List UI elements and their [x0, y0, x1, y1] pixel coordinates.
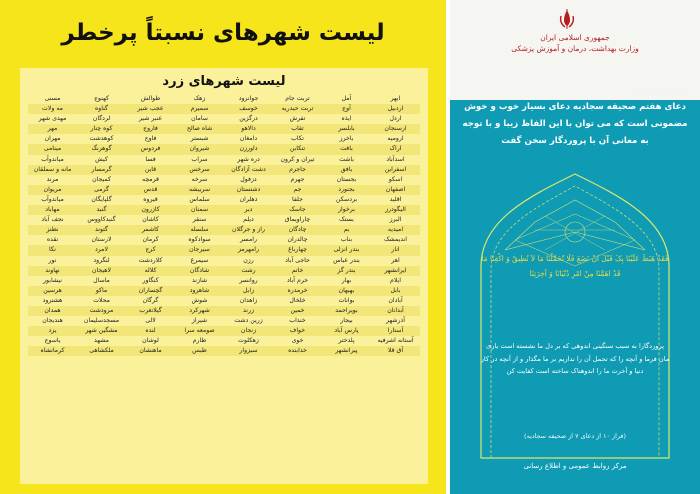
city-name: طارم	[192, 337, 207, 345]
city-name: سوادکوه	[188, 236, 211, 244]
city-name: گتوند	[77, 225, 126, 235]
city-name: سلماس	[189, 195, 210, 203]
arabic-verse: فَقَدْ هَبَطَ عَلَیْنَا بِکَ قَبْلَ انْ نَضَعَ فَلَا تُحَمِّلْنَا مَا لاَ نُطِیقُ وَ اکْفِنَا مَا قَدْ اهَمَّنَا مِنْ امْرِ دُنْیَانَا وَ آخِرَتِنَا	[481, 254, 669, 278]
city-name: سرخس	[175, 165, 224, 175]
city-name: سبزوار	[224, 346, 273, 356]
city-name: کلاله	[126, 266, 175, 276]
city-name: طوالش	[140, 95, 161, 102]
city-name: بیجار	[340, 317, 353, 325]
city-name: ارومیه	[387, 135, 404, 143]
city-name: همدان	[28, 306, 77, 316]
city-name: قاین	[126, 165, 175, 175]
city-name: سراب	[191, 155, 208, 163]
city-name: آستارا	[371, 326, 420, 336]
city-name: خلخال	[289, 296, 306, 304]
city-name: نور	[48, 256, 57, 264]
city-name: اسکو	[388, 175, 403, 183]
poster-title: لیست شهرهای نسبتاً پرخطر	[61, 20, 385, 46]
city-name: کرج	[126, 245, 175, 255]
city-name: فاوج	[144, 135, 157, 143]
city-name: زرند	[224, 306, 273, 316]
city-name: سلسله	[175, 225, 224, 235]
city-name: کاشمر	[126, 225, 175, 235]
city-name: مهدی شهر	[38, 115, 67, 123]
city-name: سمنان	[175, 205, 224, 215]
iran-emblem-icon	[556, 8, 578, 30]
city-name: اسفراین	[371, 165, 420, 175]
persian-translation: پروردگارا به سبب سنگینی اندوهی که بر دل ما نشسته است یاری مان فرما و آنچه را که تحمل آن را نداریم بر ما مگذار و از آنچه در کار دنیا و آخرت ما را اندوهناک ساخته است کفایت کن	[480, 342, 670, 375]
city-name: ماسال	[93, 276, 110, 284]
city-name: شوش	[191, 296, 208, 304]
city-name: سیمرغ	[190, 256, 209, 264]
city-name: بهار	[341, 276, 352, 284]
leader-quote: دعای هفتم صحیفه سجادیه دعای بسیار خوب و خوش مضمونی است که می توان با این الفاظ زیبا و با توجه به معانی آن با پروردگار سخن گفت	[462, 102, 688, 146]
city-name: تربت حیدریه	[273, 104, 322, 114]
ministry-line-1: جمهوری اسلامی ایران	[540, 33, 610, 42]
list-subtitle: لیست شهرهای زرد	[162, 74, 286, 89]
verse-source: (فراز ۱۰ از دعای ۷ از صحیفه سجادیه)	[524, 432, 626, 440]
city-name: مهاباد	[28, 205, 77, 215]
city-name: اصفهان	[371, 185, 420, 195]
city-name: خدابنده	[273, 346, 322, 356]
city-name: ایرانشهر	[371, 266, 420, 276]
city-name: شادگان	[175, 266, 224, 276]
city-name: مشگین شهر	[77, 326, 126, 336]
city-name: کوه چنار	[77, 124, 126, 134]
city-name: گنبد	[77, 205, 126, 215]
city-name: نجف آباد	[41, 216, 64, 224]
city-name: شیروان	[175, 144, 224, 154]
city-name: دشتستان	[224, 185, 273, 195]
city-name: بویراحمد	[322, 306, 371, 316]
city-name: فاروج	[126, 124, 175, 134]
city-name: تربت جام	[285, 95, 310, 102]
city-name: سامان	[191, 115, 208, 123]
city-name: آذرشهر	[386, 317, 405, 325]
city-name: صومعه سرا	[175, 326, 224, 336]
city-name: مینامی	[28, 144, 77, 154]
city-name: روانسر	[239, 276, 258, 284]
city-name: اهر	[391, 256, 400, 264]
city-name: رامهرمز	[224, 245, 273, 255]
city-name: گیلانغرب	[126, 306, 175, 316]
city-name: جلفا	[292, 195, 303, 203]
city-name: گلپایگان	[91, 195, 112, 203]
city-name: بندر عباس	[333, 256, 360, 264]
city-name: زنجان	[224, 326, 273, 336]
city-name: میاندوآب	[41, 155, 64, 163]
city-name: خاتم	[273, 266, 322, 276]
city-name: عنبر شیر	[138, 115, 163, 123]
city-name: تکاب	[291, 135, 304, 143]
city-name: خرم آباد	[286, 276, 309, 284]
city-name: هرسین	[28, 286, 77, 296]
city-name: عجب شیر	[126, 104, 175, 114]
city-name: انار	[371, 245, 420, 255]
city-name: بهبهان	[322, 286, 371, 296]
city-name: جوانرود	[238, 95, 259, 102]
city-name: برخوار	[322, 205, 371, 215]
city-name: بندر گز	[322, 266, 371, 276]
city-name: الیگودرز	[371, 205, 420, 215]
city-name: بابل	[371, 286, 420, 296]
city-name: چهارباغ	[273, 245, 322, 255]
city-name: خنداب	[289, 317, 306, 325]
city-name: لارستان	[91, 236, 112, 244]
city-name: کمیجان	[92, 175, 111, 183]
ministry-poster	[450, 0, 700, 494]
city-name: گوهرنگ	[77, 144, 126, 154]
city-name: نطنز	[28, 225, 77, 235]
city-name: گرگان	[142, 296, 159, 304]
city-name: جاسک	[273, 205, 322, 215]
city-name: شازند	[191, 276, 208, 284]
city-list-sheet	[20, 68, 428, 484]
city-name: قدس	[126, 185, 175, 195]
city-name: اردبیل	[371, 104, 420, 114]
city-name: نیشابور	[43, 276, 62, 284]
city-name: رامسر	[240, 236, 257, 244]
city-name: ماکو	[77, 286, 126, 296]
city-name: کرمانشاه	[28, 346, 77, 356]
city-name: باشت	[339, 155, 354, 163]
city-name: رزن	[243, 256, 254, 264]
city-name: مانه و سملقان	[28, 165, 77, 175]
city-name: کوهدشت	[89, 135, 114, 143]
city-name: طبس	[175, 346, 224, 356]
city-name: گرمسار	[77, 165, 126, 175]
city-name: درگزین	[239, 115, 258, 123]
city-name: اردل	[389, 115, 402, 123]
city-name: گناوه	[77, 104, 126, 114]
city-name: خمین	[273, 306, 322, 316]
city-name: لامرد	[77, 245, 126, 255]
city-name: دشت آزادگان	[224, 165, 273, 175]
city-name: تنکابن	[273, 144, 322, 154]
city-name: ماهنشان	[126, 346, 175, 356]
city-name: زاهدان	[239, 296, 258, 304]
city-name: لنگرود	[93, 256, 110, 264]
city-name: دیلم	[243, 216, 254, 224]
city-name: فردوس	[126, 144, 175, 154]
city-name: بجنورد	[322, 185, 371, 195]
city-name: تیران و کرون	[280, 155, 315, 163]
city-name: مریوان	[28, 185, 77, 195]
city-name: ملکشاهی	[77, 346, 126, 356]
city-name: تفرش	[289, 115, 306, 123]
city-name: مرودشت	[77, 306, 126, 316]
city-name: یزد	[28, 326, 77, 336]
city-name: زرین دشت	[234, 317, 263, 325]
city-grid	[28, 94, 420, 356]
city-name: اسدآباد	[386, 155, 405, 163]
city-name: دزفول	[240, 175, 257, 183]
city-name: جاجرم	[273, 165, 322, 175]
city-name: سنقر	[192, 216, 207, 224]
city-name: مشهد	[94, 337, 109, 345]
city-name: دره شهر	[237, 155, 260, 163]
mihrab-frame	[475, 170, 675, 460]
city-name: خوی	[291, 337, 304, 345]
city-name: دیر	[224, 205, 273, 215]
city-name: پارس آباد	[322, 326, 371, 336]
city-name: شاهرود	[175, 286, 224, 296]
city-name: پیرانشهر	[322, 346, 371, 356]
city-name: آوج	[322, 104, 371, 114]
city-name: بردسکن	[335, 195, 358, 203]
city-name: شاه صالح	[175, 124, 224, 134]
city-name: کرمان	[142, 236, 159, 244]
city-name: چالدران	[287, 236, 308, 244]
city-name: مرند	[46, 175, 59, 183]
city-name: فسا	[145, 155, 156, 163]
city-name: قیروه	[143, 195, 158, 203]
city-name: دالاهو	[224, 124, 273, 134]
city-name: گچساران	[126, 286, 175, 296]
city-name: بافت	[322, 144, 371, 154]
city-name: ایلام	[390, 276, 401, 284]
city-name: گنبدکاووس	[87, 216, 116, 224]
city-name: بم	[322, 225, 371, 235]
city-name: یاسوج	[44, 337, 61, 345]
city-name: لوشان	[142, 337, 159, 345]
city-name: بجستان	[336, 175, 357, 183]
city-name: ابهر	[390, 95, 401, 102]
city-name: سربیشه	[175, 185, 224, 195]
city-name: چادگان	[273, 225, 322, 235]
speaker-label: مقام معظم رهبری:	[633, 86, 686, 94]
city-name: امیدیه	[371, 225, 420, 235]
city-name: جم	[273, 185, 322, 195]
city-name: مهر	[28, 124, 77, 134]
city-name: آبدانان	[371, 306, 420, 316]
city-name: دامغان	[239, 135, 258, 143]
city-name: اندیمشک	[383, 236, 408, 244]
city-name: زهکلوت	[238, 337, 259, 345]
city-name: اراک	[371, 144, 420, 154]
city-name: تقاب	[273, 124, 322, 134]
city-name: کلاردشت	[138, 256, 163, 264]
city-name: آبادان	[388, 296, 403, 304]
city-name: لاهیجان	[77, 266, 126, 276]
city-name: آمل	[341, 95, 352, 102]
ministry-name	[500, 32, 650, 54]
city-name: زهک	[193, 95, 206, 102]
city-name: ارسنجان	[371, 124, 420, 134]
city-name: شیراز	[191, 317, 208, 325]
city-name: البرز	[389, 216, 402, 224]
city-name: لردگان	[92, 115, 111, 123]
city-name: خوسف	[224, 104, 273, 114]
city-name: بابلسر	[322, 124, 371, 134]
city-name: شهرکرد	[175, 306, 224, 316]
city-name: کهنوج	[94, 95, 109, 102]
city-name: آستانه اشرفیه	[377, 337, 414, 345]
city-name: آق قلا	[371, 346, 420, 356]
city-name: پلدختر	[338, 337, 355, 345]
ministry-line-2: وزارت بهداشت، درمان و آموزش پزشکی	[511, 44, 639, 53]
city-name: لالی	[145, 317, 156, 325]
city-name: هشترود	[42, 296, 63, 304]
city-name: لنده	[126, 326, 175, 336]
city-name: بناب	[340, 236, 353, 244]
city-name: خواف	[273, 326, 322, 336]
city-name: باخرز	[339, 135, 354, 143]
city-name: مهران	[44, 135, 61, 143]
city-name: نکا	[28, 245, 77, 255]
city-name: سیرجان	[175, 245, 224, 255]
city-name: چاراویماق	[284, 216, 311, 224]
city-name: میاندوآب	[41, 195, 64, 203]
city-name: دهلران	[239, 195, 258, 203]
footer-credit: مرکز روابط عمومی و اطلاع رسانی	[523, 462, 627, 470]
city-name: زابل	[224, 286, 273, 296]
city-name: اقلید	[389, 195, 402, 203]
city-name: مسجدسلیمان	[83, 317, 120, 325]
city-name: بندر انزلی	[322, 245, 371, 255]
city-name: کیش	[95, 155, 108, 163]
city-name: شبستر	[190, 135, 209, 143]
city-name: بوانات	[338, 296, 355, 304]
city-name: بستک	[339, 216, 354, 224]
city-name: جهرم	[290, 175, 305, 183]
city-name: سرخه	[191, 175, 208, 183]
ministry-header	[450, 0, 700, 100]
city-name: مسنی	[44, 95, 61, 102]
city-name: راز و جرگلان	[224, 225, 273, 235]
city-name: کازرون	[126, 205, 175, 215]
city-name: نهاوند	[28, 266, 77, 276]
city-name: حاجی آباد	[285, 256, 310, 264]
city-name: گرمی	[77, 185, 126, 195]
city-name: رشت	[224, 266, 273, 276]
city-name: سمیرم	[175, 104, 224, 114]
city-name: خرمدره	[273, 286, 322, 296]
city-name: داورزن	[224, 144, 273, 154]
city-name: هندیجان	[42, 317, 63, 325]
city-name: ایذه	[341, 115, 352, 123]
city-name: مه ولات	[28, 104, 77, 114]
city-name: قرمچه	[142, 175, 159, 183]
city-name: کاشان	[142, 216, 159, 224]
city-name: کنگاور	[142, 276, 159, 284]
city-name: نقده	[46, 236, 59, 244]
city-name: بافق	[322, 165, 371, 175]
city-name: محلات	[93, 296, 110, 304]
